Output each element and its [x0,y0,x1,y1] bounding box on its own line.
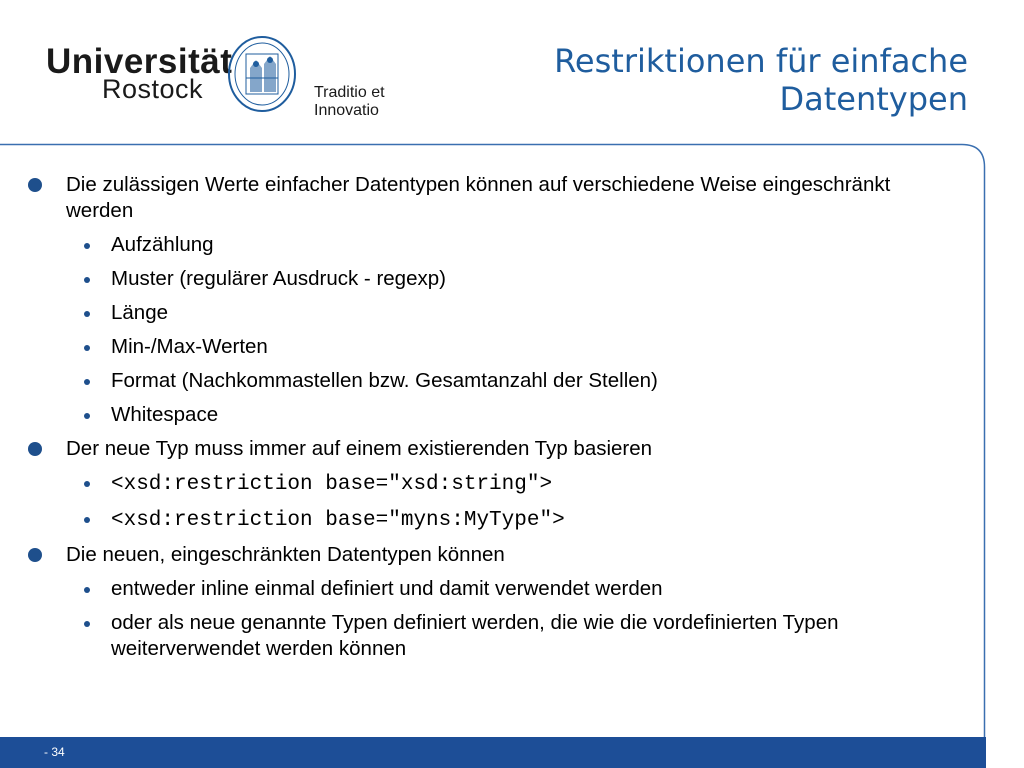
university-seal-icon [226,34,298,114]
sub-bullet [28,402,958,428]
sub-bullet-dot-icon [84,379,90,385]
sub-bullet [28,334,958,360]
sub-bullet [28,610,958,662]
slide-title-line1: Restriktionen für einfache [554,42,968,80]
sub-bullet [28,576,958,602]
sub-bullet-dot-icon [84,345,90,351]
sub-bullet-text: Whitespace [111,403,219,426]
bullet-1-text: Die zulässigen Werte einfacher Datentypen können auf verschiedene Weise eingeschränkt werden [66,173,891,222]
sub-bullet-text: Format (Nachkommastellen bzw. Gesamtanzahl der Stellen) [111,369,658,392]
sub-bullet-dot-icon [84,413,90,419]
slide-title [554,42,968,118]
sub-bullet-dot-icon [84,243,90,249]
bullet-dot-icon [28,178,42,192]
bullet-3-text: Die neuen, eingeschränkten Datentypen können [66,543,505,566]
logo-motto: Traditio et Innovatio [314,84,385,119]
sub-bullet-text: Länge [111,301,169,324]
logo-rostock-text: Rostock [102,74,204,104]
sub-bullet [28,368,958,394]
sub-bullet [28,266,958,292]
sub-bullet-dot-icon [84,621,90,627]
sub-bullet [28,300,958,326]
footer-bar [0,737,986,768]
sub-bullet-dot-icon [84,311,90,317]
sub-bullet [28,506,958,534]
bullet-3 [28,542,958,568]
sub-bullet [28,232,958,258]
code-snippet: <xsd:restriction base="myns:MyType"> [111,509,565,532]
sub-bullet-text: Min-/Max-Werten [111,335,268,358]
sub-bullet-dot-icon [84,517,90,523]
sub-bullet-text: entweder inline einmal definiert und damit verwendet werden [111,577,663,600]
university-logo [46,32,426,122]
sub-bullet-text: Muster (regulärer Ausdruck - regexp) [111,267,446,290]
logo-university-text: Universität [46,42,233,81]
sub-bullet-dot-icon [84,481,90,487]
code-snippet: <xsd:restriction base="xsd:string"> [111,473,553,496]
sub-bullet-text: Aufzählung [111,233,214,256]
bullet-dot-icon [28,548,42,562]
bullet-2-text: Der neue Typ muss immer auf einem existierenden Typ basieren [66,437,653,460]
slide-content [28,172,958,670]
sub-bullet-dot-icon [84,277,90,283]
sub-bullet-text: oder als neue genannte Typen definiert werden, die wie die vordefinierten Typen weiterverwendet werden können [111,611,839,660]
slide-title-line2: Datentypen [779,80,968,118]
bullet-1 [28,172,958,224]
sub-bullet-dot-icon [84,587,90,593]
page-number: - 34 [44,745,65,759]
bullet-dot-icon [28,442,42,456]
sub-bullet [28,470,958,498]
bullet-2 [28,436,958,462]
